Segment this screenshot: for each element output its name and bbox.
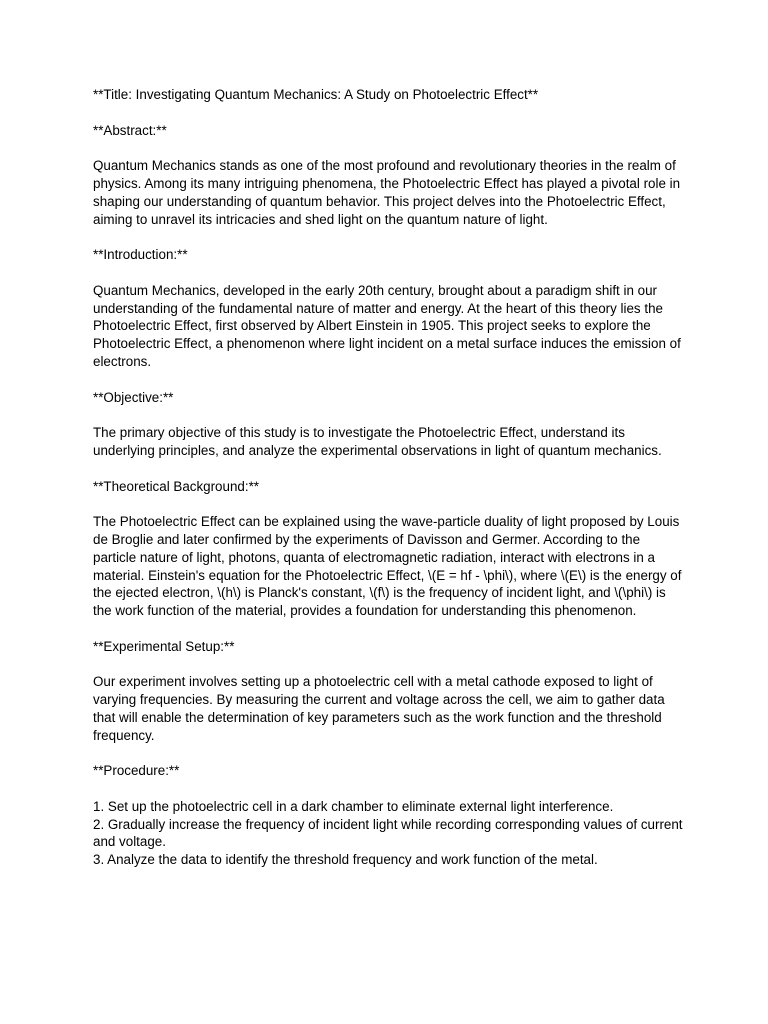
objective-heading: **Objective:** xyxy=(93,389,174,405)
abstract-heading: **Abstract:** xyxy=(93,122,167,138)
document-title: **Title: Investigating Quantum Mechanics: A Study on Photoelectric Effect** xyxy=(93,87,539,102)
procedure-step: 2. Gradually increase the frequency of incident light while recording corresponding values of current and voltage. xyxy=(93,816,683,850)
document-page xyxy=(93,86,686,869)
procedure-step: 1. Set up the photoelectric cell in a dark chamber to eliminate external light interference. xyxy=(93,798,614,814)
background-text: The Photoelectric Effect can be explained using the wave-particle duality of light proposed by Louis de Broglie and later confirmed by the experiments of Davisson and Germer. According to the particle nature of light, photons, quanta of electromagnetic radiation, interact with electrons in a material. Einstein's equation for the Photoelectric Effect, \(E = hf - \phi\), where \(E\) is the energy of the ejected electron, \(h\) is Planck's constant, \(f\) is the frequency of incident light, and \(\phi\) is the work function of the material, provides a foundation for understanding this phenomenon. xyxy=(93,514,686,619)
objective-text: The primary objective of this study is to investigate the Photoelectric Effect, understand its underlying principles, and analyze the experimental observations in light of quantum mechanics. xyxy=(93,425,662,458)
setup-heading: **Experimental Setup:** xyxy=(93,638,235,654)
procedure-heading: **Procedure:** xyxy=(93,763,180,779)
procedure-step: 3. Analyze the data to identify the threshold frequency and work function of the metal. xyxy=(93,852,598,868)
introduction-heading: **Introduction:** xyxy=(93,247,188,263)
procedure-list xyxy=(93,798,683,869)
background-heading: **Theoretical Background:** xyxy=(93,478,259,494)
setup-text: Our experiment involves setting up a photoelectric cell with a metal cathode exposed to light of varying frequencies. By measuring the current and voltage across the cell, we aim to gather data that will enable the determination of key parameters such as the work function and the threshold frequency. xyxy=(93,674,669,743)
abstract-text: Quantum Mechanics stands as one of the most profound and revolutionary theories in the realm of physics. Among its many intriguing phenomena, the Photoelectric Effect has played a pivotal role in shaping our understanding of quantum behavior. This project delves into the Photoelectric Effect, aiming to unravel its intricacies and shed light on the quantum nature of light. xyxy=(93,158,684,227)
introduction-text: Quantum Mechanics, developed in the early 20th century, brought about a paradigm shift in our understanding of the fundamental nature of matter and energy. At the heart of this theory lies the Photoelectric Effect, first observed by Albert Einstein in 1905. This project seeks to explore the Photoelectric Effect, a phenomenon where light incident on a metal surface induces the emission of electrons. xyxy=(93,282,685,369)
